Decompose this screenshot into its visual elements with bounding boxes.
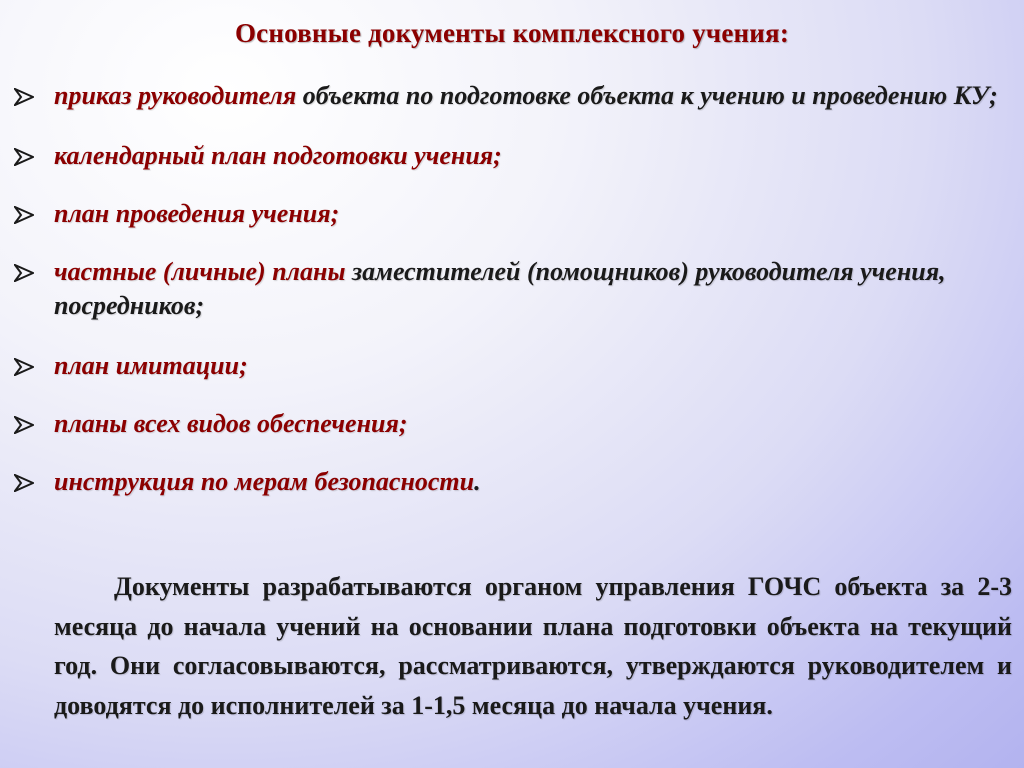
list-item: [14, 407, 1012, 441]
list-item: [14, 139, 1012, 173]
slide-title: Основные документы комплексного учения:: [234, 18, 790, 48]
list-item: [14, 349, 1012, 383]
list-item: [14, 79, 1012, 113]
list-item-text: .: [474, 467, 481, 496]
list-item-highlight: планы всех видов обеспечения;: [54, 409, 408, 438]
list-item: [14, 255, 1012, 323]
list-item-highlight: календарный план подготовки учения;: [54, 141, 502, 170]
arrowhead-bullet-icon: [14, 416, 34, 434]
list-item-highlight: приказ руководителя: [54, 81, 297, 110]
list-item: [14, 465, 1012, 499]
list-item: [14, 197, 1012, 231]
list-item-highlight: план имитации;: [54, 351, 248, 380]
list-item-highlight: план проведения учения;: [54, 199, 340, 228]
summary-paragraph: Документы разрабатываются органом управления ГОЧС объекта за 2-3 месяца до начала учений на основании плана подготовки объекта на текущий год. Они согласовываются, рассматриваются, утверждаются руководителем и доводятся до исполнителей за 1-1,5 месяца до начала учения.: [54, 572, 1012, 720]
arrowhead-bullet-icon: [14, 206, 34, 224]
arrowhead-bullet-icon: [14, 264, 34, 282]
arrowhead-bullet-icon: [14, 148, 34, 166]
list-item-text: заместителей (помощников) руководителя учения, посредников;: [54, 257, 946, 320]
arrowhead-bullet-icon: [14, 88, 34, 106]
list-item-highlight: инструкция по мерам безопасности: [54, 467, 475, 496]
arrowhead-bullet-icon: [14, 358, 34, 376]
arrowhead-bullet-icon: [14, 474, 34, 492]
list-item-text: объекта по подготовке объекта к учению и проведению КУ;: [296, 81, 998, 110]
list-item-highlight: частные (личные) планы: [54, 257, 346, 286]
document-list: [14, 79, 1012, 499]
